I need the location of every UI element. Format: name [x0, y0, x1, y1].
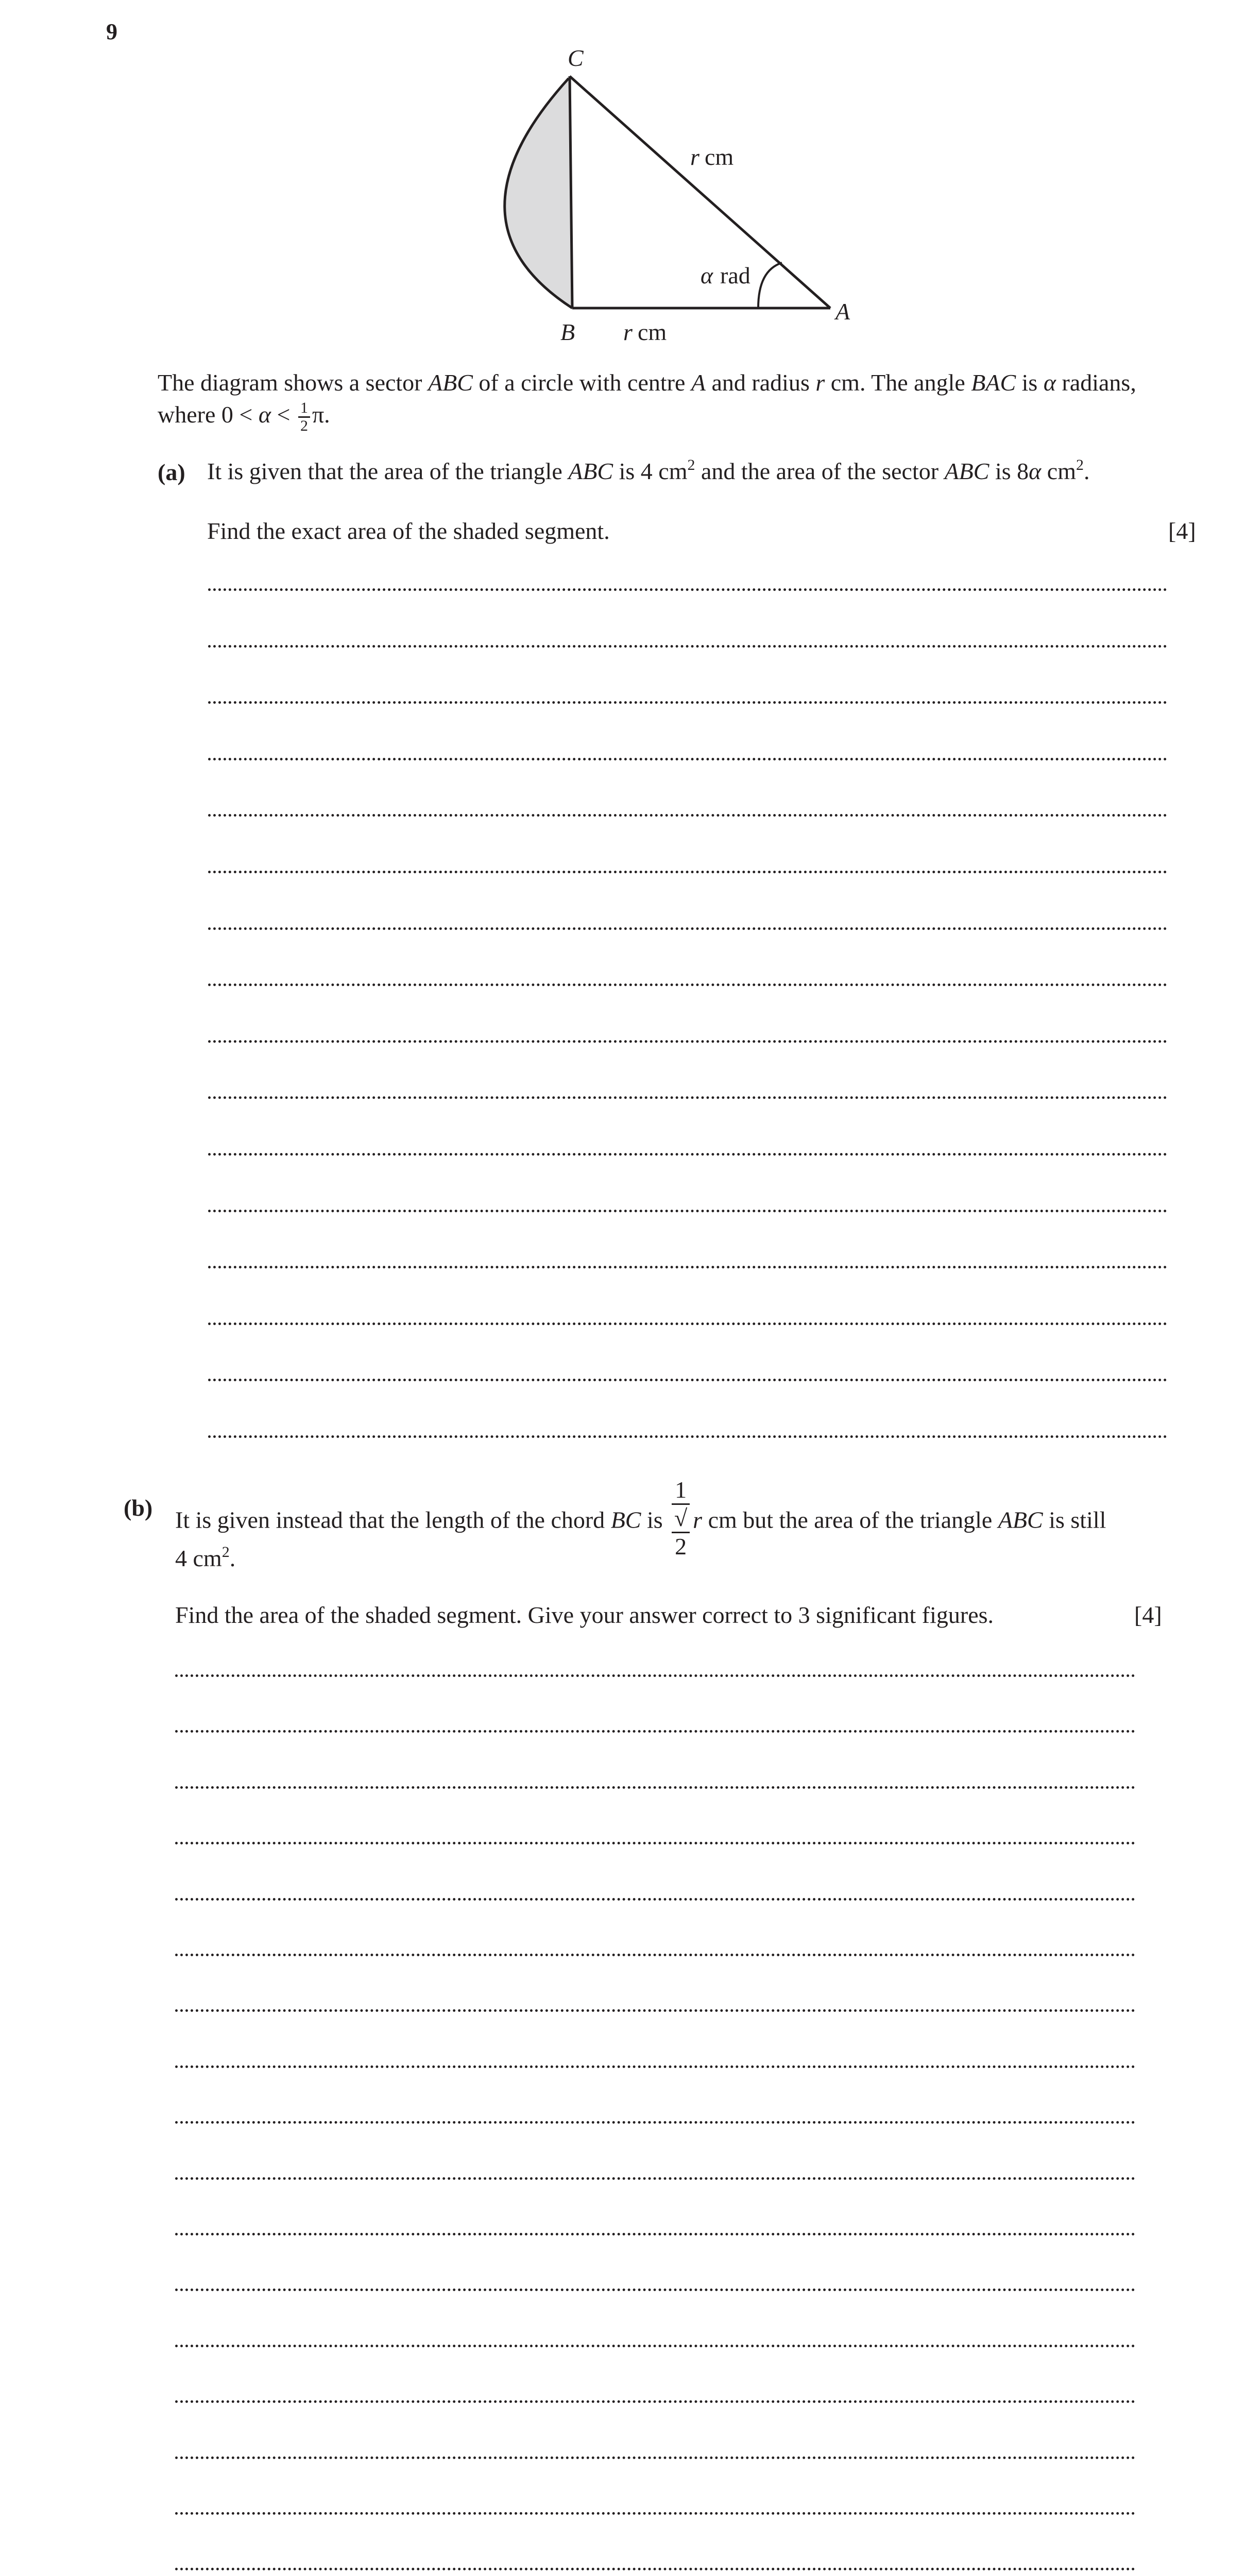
part-a-answer-line[interactable]	[208, 1266, 1167, 1268]
part-b-answer-line[interactable]	[175, 2345, 1135, 2347]
part-b-answer-line[interactable]	[175, 2121, 1135, 2124]
part-a-answer-line[interactable]	[208, 588, 1167, 591]
part-a-answer-line[interactable]	[208, 1210, 1167, 1212]
label-a: A	[835, 298, 850, 325]
part-b-answer-line[interactable]	[175, 1842, 1135, 1844]
angle-arc	[758, 263, 782, 308]
part-b-text-cont: 4 $cm^2$.	[175, 1544, 236, 1571]
part-b-answer-line[interactable]	[175, 2177, 1135, 2180]
label-c: C	[568, 45, 584, 71]
part-a-answer-line[interactable]	[208, 1040, 1167, 1043]
sector-diagram	[433, 36, 865, 345]
part-b-marks: [4]	[1134, 1602, 1162, 1628]
part-b-answer-line[interactable]	[175, 1898, 1135, 1901]
label-r-side: r	[690, 144, 699, 170]
part-a-marks: [4]	[1168, 518, 1196, 544]
part-b-answer-line[interactable]	[175, 2568, 1135, 2570]
part-a-answer-line[interactable]	[208, 871, 1167, 873]
part-a-answer-line[interactable]	[208, 1096, 1167, 1099]
part-a-answer-line[interactable]	[208, 984, 1167, 986]
part-b-answer-line[interactable]	[175, 1674, 1135, 1677]
part-b-answer-line[interactable]	[175, 2400, 1135, 2403]
part-b-answer-line[interactable]	[175, 2233, 1135, 2235]
part-b-answer-line[interactable]	[175, 1730, 1135, 1733]
part-b-label: (b)	[124, 1495, 153, 1521]
question-number: 9	[106, 19, 117, 44]
part-a-answer-line[interactable]	[208, 645, 1167, 648]
part-b-answer-line[interactable]	[175, 1954, 1135, 1956]
part-b-answer-line[interactable]	[175, 2456, 1135, 2459]
half-fraction: $\frac{1}{2}$	[298, 400, 310, 434]
part-b-answer-line[interactable]	[175, 2009, 1135, 2012]
label-r-base: r	[623, 319, 633, 345]
part-a-answer-line[interactable]	[208, 758, 1167, 760]
part-b-answer-line[interactable]	[175, 2065, 1135, 2068]
one-over-root-two: 1 √ 2	[672, 1477, 690, 1560]
part-a-answer-line[interactable]	[208, 1379, 1167, 1381]
part-a-answer-line[interactable]	[208, 1323, 1167, 1325]
part-a-answer-line[interactable]	[208, 814, 1167, 817]
shaded-segment-fill	[505, 78, 572, 308]
part-b-answer-line[interactable]	[175, 2289, 1135, 2291]
side-ca	[570, 76, 830, 308]
part-a-label: (a)	[158, 459, 185, 485]
part-b-text: It is given instead that the length of the chord BC is 1 √ 2 r cm but the area of the triangle ABC is still	[175, 1477, 1106, 1560]
label-r-side-unit: cm	[705, 144, 734, 170]
part-a-answer-line[interactable]	[208, 1153, 1167, 1156]
label-alpha-unit: rad	[720, 262, 750, 289]
part-a-instruction: Find the exact area of the shaded segment.	[207, 518, 610, 544]
part-a-answer-line[interactable]	[208, 927, 1167, 930]
part-b-answer-line[interactable]	[175, 2512, 1135, 2515]
label-r-base-unit: cm	[638, 319, 667, 345]
label-b: B	[560, 319, 575, 345]
part-b-instruction: Find the area of the shaded segment. Give your answer correct to 3 significant figures.	[175, 1602, 994, 1628]
intro-text: The diagram shows a sector ABC of a circle with centre A and radius r cm. The angle BAC is α radians, where 0 < α < $\frac{1}{2}$ π.	[158, 369, 1136, 434]
part-a-answer-line[interactable]	[208, 701, 1167, 704]
part-b-answer-line[interactable]	[175, 1786, 1135, 1789]
part-a-text: It is given that the area of the triangle ABC is 4 $cm^2$ and the area of the sector ABC is 8α $cm^2$.	[207, 456, 1090, 484]
part-a-answer-line[interactable]	[208, 1435, 1167, 1438]
label-alpha: α	[701, 262, 713, 289]
